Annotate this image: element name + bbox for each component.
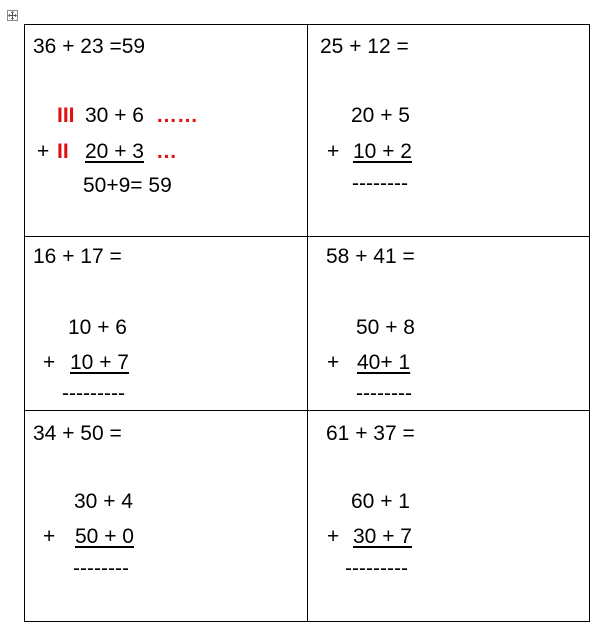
addend-line-2: 50 + 0: [75, 525, 134, 548]
result-line: 50+9= 59: [83, 174, 172, 197]
problem-cell-4: [308, 237, 590, 411]
addend-line-1: 60 + 1: [351, 490, 410, 513]
equation: 25 + 12 =: [320, 35, 409, 58]
worksheet-table: [24, 24, 590, 622]
addend-line-2: 30 + 7: [353, 525, 412, 548]
problem-cell-1: [25, 25, 308, 237]
addend-line-1: 30 + 4: [74, 490, 133, 513]
addend-line-2: 20 + 3: [85, 140, 144, 163]
answer-dashes: ---------: [62, 382, 125, 405]
addend-line-1: 20 + 5: [351, 104, 410, 127]
addend-line-2: 40+ 1: [357, 351, 411, 374]
plus-sign: +: [43, 525, 56, 548]
tally-ones: II: [57, 140, 69, 163]
problem-cell-3: [25, 237, 308, 411]
plus-sign: +: [37, 140, 50, 163]
problem-cell-5: [25, 411, 308, 622]
equation: 36 + 23 =59: [33, 35, 146, 58]
addend-line-1: 30 + 6: [85, 104, 144, 127]
table-move-handle-icon[interactable]: [7, 10, 18, 21]
problem-cell-2: [308, 25, 590, 237]
addend-line-1: 50 + 8: [356, 316, 415, 339]
equation: 58 + 41 =: [326, 245, 415, 268]
answer-dashes: --------: [352, 172, 408, 195]
plus-sign: +: [327, 351, 340, 374]
dots-1: ……: [156, 104, 198, 127]
addend-line-2: 10 + 7: [70, 351, 129, 374]
equation: 16 + 17 =: [33, 245, 122, 268]
equation: 34 + 50 =: [33, 422, 122, 445]
problem-cell-6: [308, 411, 590, 622]
answer-dashes: --------: [73, 557, 129, 580]
answer-dashes: ---------: [345, 557, 408, 580]
plus-sign: +: [327, 140, 340, 163]
answer-dashes: --------: [356, 382, 412, 405]
addend-line-1: 10 + 6: [68, 316, 127, 339]
equation: 61 + 37 =: [326, 422, 415, 445]
plus-sign: +: [43, 351, 56, 374]
plus-sign: +: [327, 525, 340, 548]
addend-line-2: 10 + 2: [353, 140, 412, 163]
tally-tens: III: [57, 104, 75, 127]
dots-2: …: [156, 140, 177, 163]
